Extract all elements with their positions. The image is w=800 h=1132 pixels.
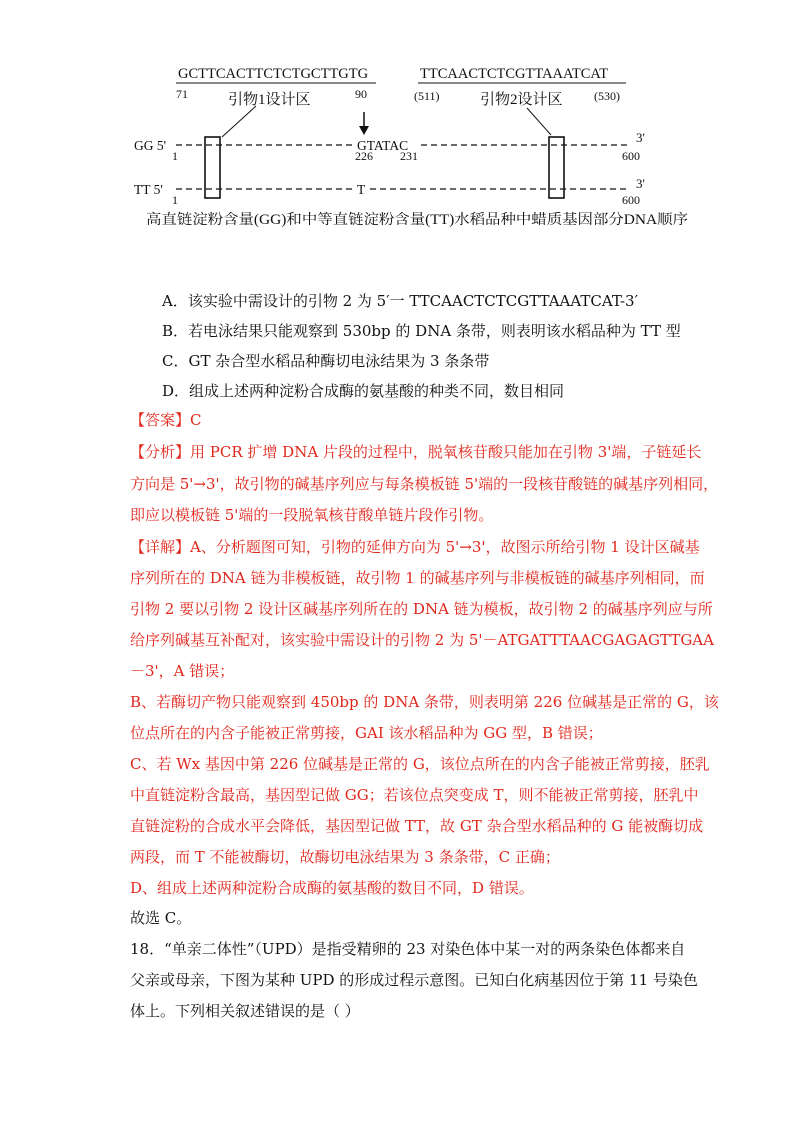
detail-line: C、若 Wx 基因中第 226 位碱基是正常的 G，该位点所在的内含子能被正常剪接，胚乳 bbox=[130, 755, 710, 773]
question-18-line: 父亲或母亲，下图为某种 UPD 的形成过程示意图。已知白化病基因位于第 11 号染色 bbox=[130, 971, 698, 989]
conclusion-line: 故选 C。 bbox=[130, 909, 192, 927]
primer1-label: 引物1设计区 bbox=[228, 92, 311, 108]
primer1-start: 71 bbox=[176, 87, 188, 101]
detail-line: 给序列碱基互补配对，该实验中需设计的引物 2 为 5'－ATGATTTAACGAGAGTTGAA bbox=[130, 631, 714, 649]
gg-strand-label: GG 5' bbox=[134, 138, 167, 153]
primer2-label: 引物2设计区 bbox=[480, 92, 563, 108]
primer2-start: (511) bbox=[414, 89, 440, 103]
analysis-line: 方向是 5'→3'，故引物的碱基序列应与每条模板链 5'端的一段核苷酸链的碱基序列相同， bbox=[130, 475, 719, 493]
detail-line: －3'，A 错误； bbox=[130, 662, 235, 680]
dna-sequence-diagram bbox=[0, 0, 800, 240]
primer1-end: 90 bbox=[355, 87, 367, 101]
tt-pos-600: 600 bbox=[622, 193, 640, 207]
gg-pos-231: 231 bbox=[400, 149, 418, 163]
gg-pos-600: 600 bbox=[622, 149, 640, 163]
tt-strand-label: TT 5' bbox=[134, 182, 163, 197]
gg-pos-1: 1 bbox=[172, 149, 178, 163]
tt-site-base: T bbox=[357, 182, 366, 197]
option-d: D．组成上述两种淀粉合成酶的氨基酸的种类不同，数目相同 bbox=[162, 382, 565, 400]
detail-line: 中直链淀粉含最高，基因型记做 GG；若该位点突变成 T，则不能被正常剪接，胚乳中 bbox=[130, 786, 699, 804]
detail-line: 【详解】A、分析题图可知，引物的延伸方向为 5'→3'，故图示所给引物 1 设计区碱基 bbox=[130, 538, 700, 556]
primer2-pointer-line bbox=[527, 108, 551, 135]
tt-three-prime: 3' bbox=[636, 176, 645, 191]
question-18-line: 18．“单亲二体性”（UPD）是指受精卵的 23 对染色体中某一对的两条染色体都来自 bbox=[130, 940, 686, 958]
analysis-line: 即应以模板链 5'端的一段脱氧核苷酸单链片段作引物。 bbox=[130, 506, 494, 524]
gg-three-prime: 3' bbox=[636, 130, 645, 145]
detail-line: B、若酶切产物只能观察到 450bp 的 DNA 条带，则表明第 226 位碱基是正常的 G，该 bbox=[130, 693, 719, 711]
analysis-line: 【分析】用 PCR 扩增 DNA 片段的过程中，脱氧核苷酸只能加在引物 3'端，子链延长 bbox=[130, 443, 702, 461]
detail-line: 直链淀粉的合成水平会降低，基因型记做 TT，故 GT 杂合型水稻品种的 G 能被酶切成 bbox=[130, 817, 704, 835]
gg-site-sequence: GTATAC bbox=[357, 138, 409, 153]
cut-site-arrow-icon bbox=[359, 126, 369, 135]
option-c: C．GT 杂合型水稻品种酶切电泳结果为 3 条条带 bbox=[162, 352, 490, 370]
primer2-end: (530) bbox=[594, 89, 620, 103]
detail-line: 引物 2 要以引物 2 设计区碱基序列所在的 DNA 链为模板，故引物 2 的碱基序列应与所 bbox=[130, 600, 713, 618]
tt-pos-1: 1 bbox=[172, 193, 178, 207]
primer1-sequence: GCTTCACTTCTCTGCTTGTG bbox=[178, 66, 369, 82]
detail-line: D、组成上述两种淀粉合成酶的氨基酸的数目不同，D 错误。 bbox=[130, 879, 534, 897]
detail-line: 序列所在的 DNA 链为非模板链，故引物 1 的碱基序列与非模板链的碱基序列相同，而 bbox=[130, 569, 705, 587]
detail-line: 位点所在的内含子能被正常剪接，GAI 该水稻品种为 GG 型，B 错误； bbox=[130, 724, 603, 742]
option-b: B．若电泳结果只能观察到 530bp 的 DNA 条带，则表明该水稻品种为 TT 型 bbox=[162, 322, 681, 340]
diagram-caption: 高直链淀粉含量(GG)和中等直链淀粉含量(TT)水稻品种中蜡质基因部分DNA顺序 bbox=[146, 212, 645, 228]
answer-line: 【答案】C bbox=[130, 411, 202, 429]
primer2-sequence: TTCAACTCTCGTTAAATCAT bbox=[420, 66, 609, 82]
option-a: A．该实验中需设计的引物 2 为 5′一 TTCAACTCTCGTTAAATCAT-3′ bbox=[162, 292, 638, 310]
primer1-pointer-line bbox=[222, 106, 256, 137]
gg-pos-226: 226 bbox=[355, 149, 373, 163]
detail-line: 两段，而 T 不能被酶切，故酶切电泳结果为 3 条条带，C 正确； bbox=[130, 848, 560, 866]
question-18-line: 体上。下列相关叙述错误的是（ ） bbox=[130, 1002, 360, 1020]
